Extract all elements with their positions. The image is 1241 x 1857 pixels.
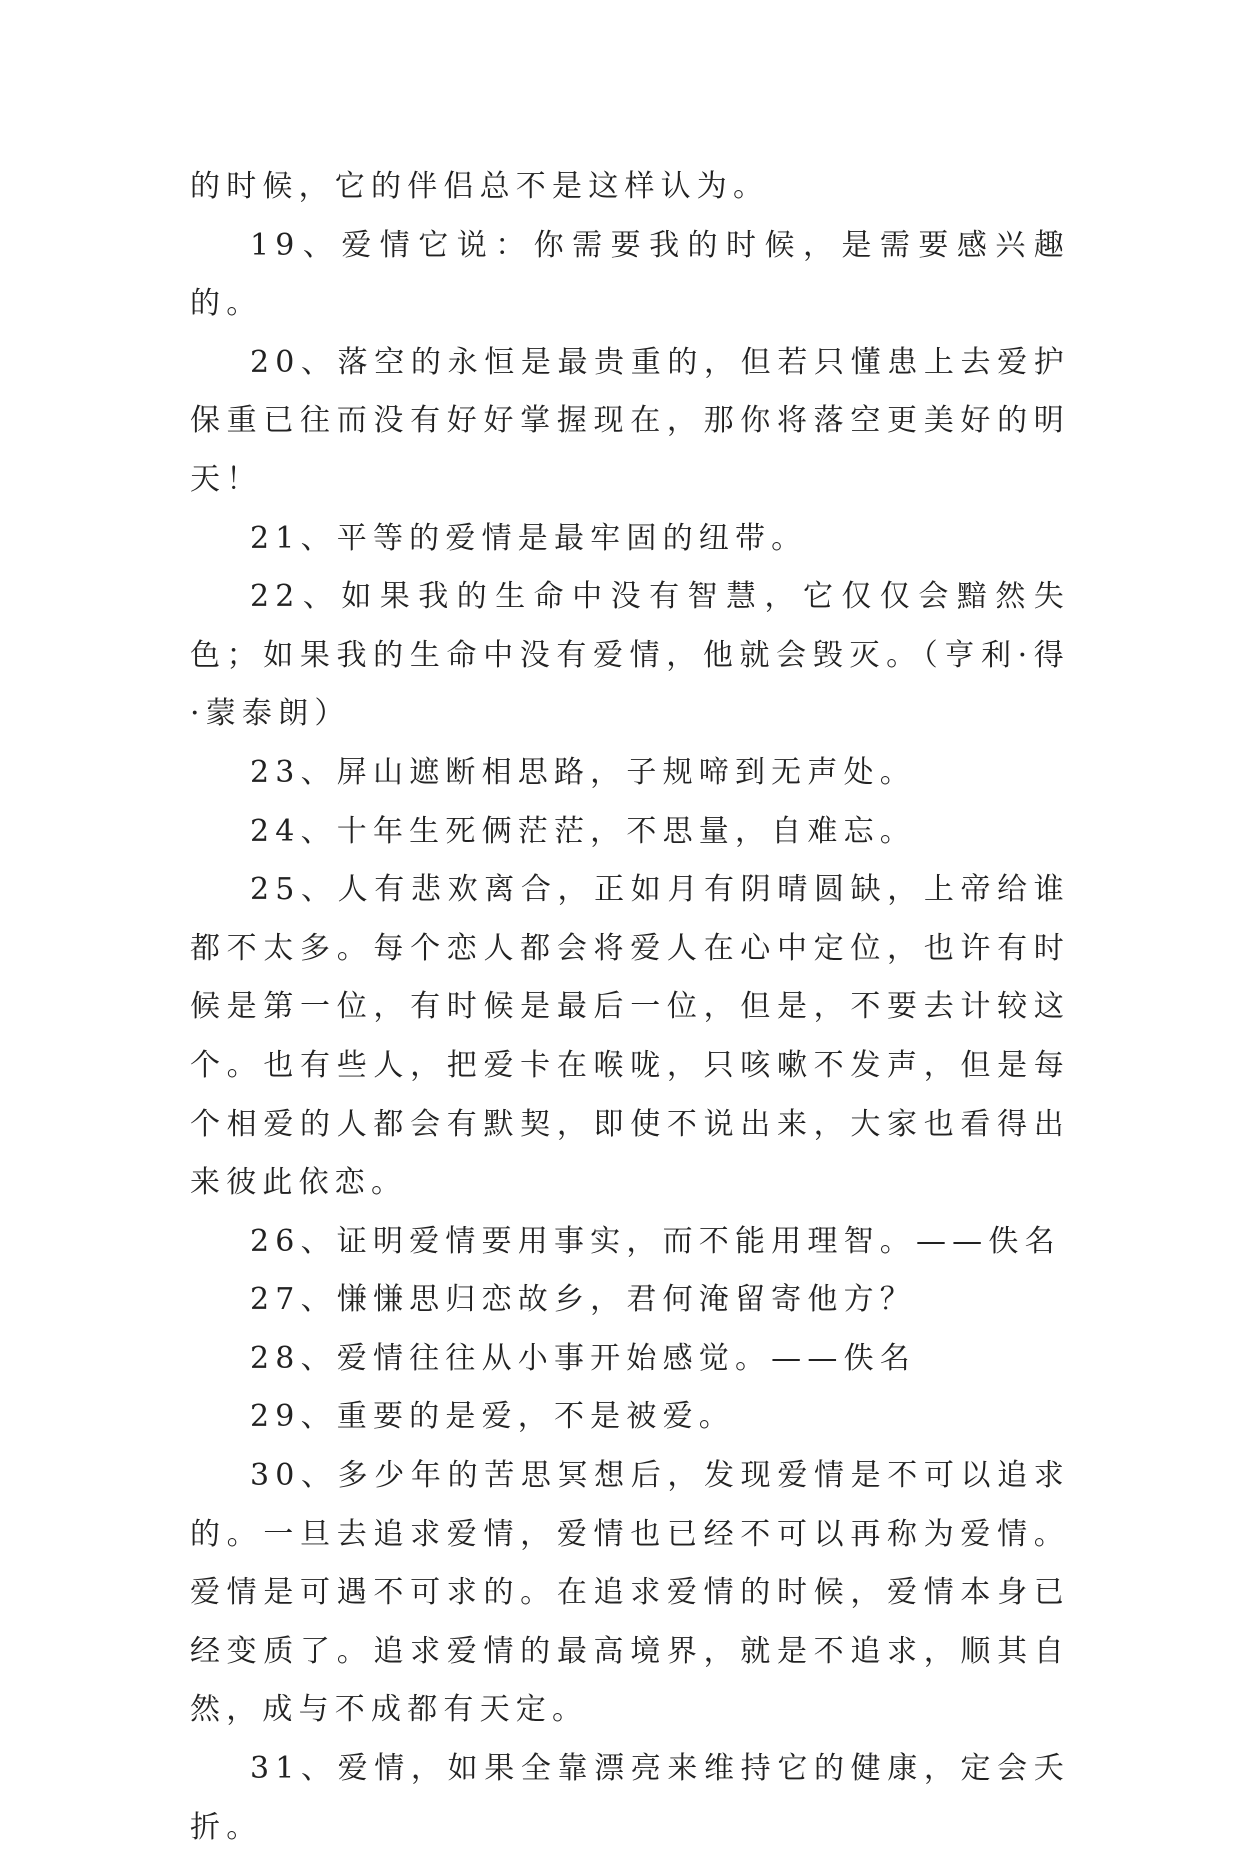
paragraph-23: 23、屏山遮断相思路，子规啼到无声处。: [250, 754, 916, 790]
paragraph-continued: 的时候，它的伴侣总不是这样认为。: [190, 169, 770, 204]
paragraph-28: 28、爱情往往从小事开始感觉。——佚名: [250, 1340, 916, 1376]
paragraph-31: 31、爱情，如果全靠漂亮来维持它的健康，定会夭折。: [190, 1751, 1070, 1845]
paragraph-20: 20、落空的永恒是最贵重的，但若只懂患上去爱护保重已往而没有好好掌握现在，那你将落空更美好的明天！: [190, 344, 1070, 497]
paragraph-26: 26、证明爱情要用事实，而不能用理智。——佚名: [250, 1223, 1061, 1259]
paragraph-21: 21、平等的爱情是最牢固的纽带。: [250, 520, 808, 556]
paragraph-19: 19、爱情它说：你需要我的时候，是需要感兴趣的。: [190, 227, 1070, 322]
paragraph-22: 22、如果我的生命中没有智慧，它仅仅会黯然失色；如果我的生命中没有爱情，他就会毁灭。（亨利·得·蒙泰朗）: [190, 579, 1070, 732]
document-body: [190, 158, 1070, 1857]
paragraph-29: 29、重要的是爱，不是被爱。: [250, 1399, 735, 1435]
paragraph-25: 25、人有悲欢离合，正如月有阴晴圆缺，上帝给谁都不太多。每个恋人都会将爱人在心中定位，也许有时候是第一位，有时候是最后一位，但是，不要去计较这个。也有些人，把爱卡在喉咙，只咳嗽不发声，但是每个相爱的人都会有默契，即使不说出来，大家也看得出来彼此依恋。: [190, 872, 1070, 1201]
paragraph-30: 30、多少年的苦思冥想后，发现爱情是不可以追求的。一旦去追求爱情，爱情也已经不可以再称为爱情。 爱情是可遇不可求的。在追求爱情的时候，爱情本身已经变质了。追求爱情的最高境界，就是不追求，顺其自然，成与不成都有天定。: [190, 1458, 1070, 1728]
paragraph-24: 24、十年生死俩茫茫，不思量，自难忘。: [250, 813, 916, 849]
paragraph-27: 27、慊慊思归恋故乡，君何淹留寄他方？: [250, 1282, 916, 1318]
